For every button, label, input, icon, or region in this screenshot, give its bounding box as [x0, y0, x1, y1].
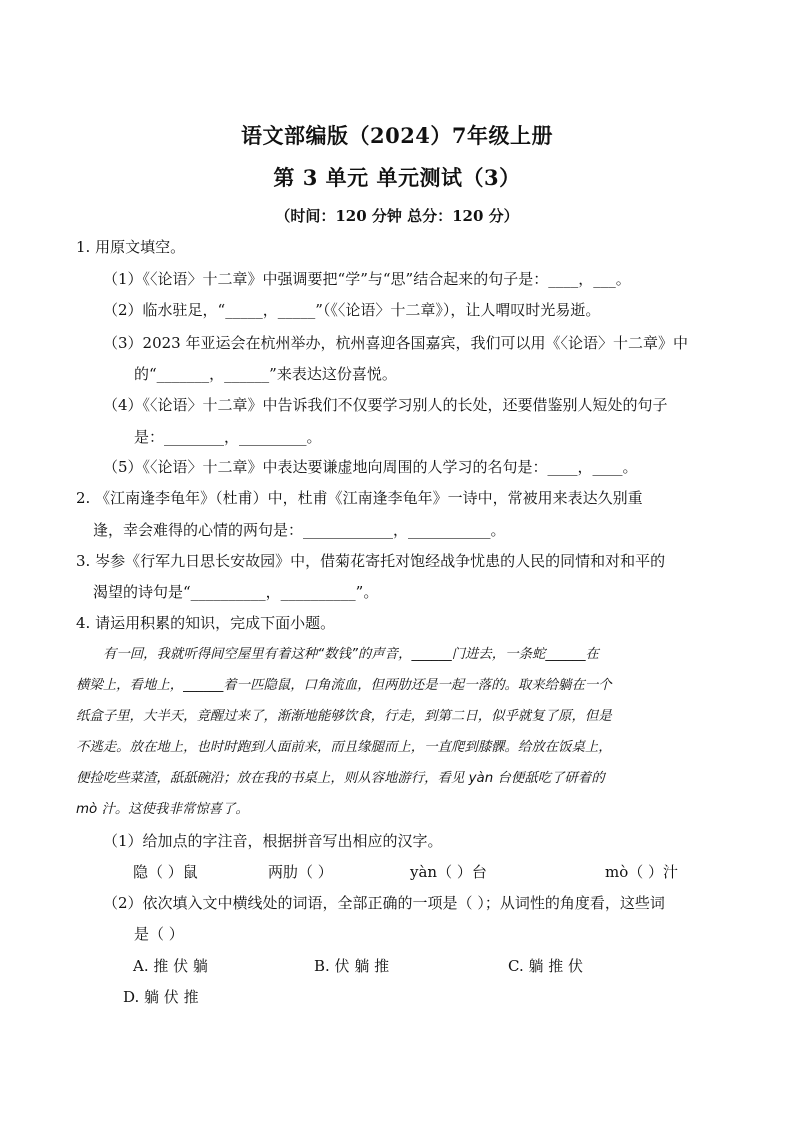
option-b: B. 伏 躺 推: [314, 957, 390, 975]
passage-line-5: 便捡吃些菜渣，舐舐碗沿；放在我的书桌上，则从容地游行，看见 yàn 台便舐吃了研着的: [76, 771, 605, 786]
exam-meta: （时间：120 分钟 总分：120 分）: [275, 207, 519, 225]
q1-item-5: （5）《〈论语〉十二章》中表达要谦虚地向周围的人学习的名句是：____，____。: [103, 458, 638, 476]
q1-item-1: （1）《〈论语〉十二章》中强调要把“学”与“思”结合起来的句子是：____，___。: [103, 270, 631, 288]
option-a: A. 推 伏 躺: [133, 957, 208, 975]
passage-line-1: 有一回，我就听得间空屋里有着这种“数钱”的声音，______门进去，一条蛇______在: [103, 647, 599, 662]
q4-sub1: （1）给加点的字注音，根据拼音写出相应的汉字。: [103, 832, 443, 850]
pinyin-item-1: 隐（ ）鼠: [133, 863, 198, 881]
pinyin-item-3: yàn（ ）台: [410, 863, 487, 881]
option-d: D. 躺 伏 推: [123, 988, 199, 1006]
unit-title: 第 3 单元 单元测试（3）: [273, 165, 521, 190]
q1-item-4: （4）《〈论语〉十二章》中告诉我们不仅要学习别人的长处，还要借鉴别人短处的句子: [103, 396, 668, 414]
q1-item-2: （2）临水驻足，“_____，_____”（《〈论语〉十二章》），让人喟叹时光易逝。: [103, 301, 601, 319]
passage-line-3: 纸盒子里，大半天，竟醒过来了，渐渐地能够饮食，行走，到第二日，似乎就复了原，但是: [76, 709, 612, 724]
q2-line-2: 逢，幸会难得的心情的两句是：____________，___________。: [93, 521, 506, 539]
q1-item-3-cont: 的“_______，______”来表达这份喜悦。: [134, 365, 397, 383]
passage-line-2: 横梁上，看地上，______着一匹隐鼠，口角流血，但两肋还是一起一落的。取来给躺在一个: [76, 678, 612, 693]
q3-line-2: 渴望的诗句是“__________，__________”。: [93, 583, 379, 601]
pinyin-item-4: mò（ ）汁: [605, 863, 679, 881]
q2-line-1: 2. 《江南逢李龟年》（杜甫）中，杜甫《江南逢李龟年》一诗中，常被用来表达久别重: [76, 489, 643, 507]
passage-line-6: mò 汁。这使我非常惊喜了。: [76, 802, 249, 817]
option-c: C. 躺 推 伏: [508, 957, 584, 975]
q4-sub2-line-2: 是（ ）: [134, 925, 184, 943]
passage-line-4: 不逃走。放在地上，也时时跑到人面前来，而且缘腿而上，一直爬到膝髁。给放在饭桌上，: [76, 740, 612, 755]
q1-item-3: （3）2023 年亚运会在杭州举办，杭州喜迎各国嘉宾，我们可以用《〈论语〉十二章》中: [103, 334, 688, 352]
q1-item-4-cont: 是：________，_________。: [134, 428, 322, 446]
exam-title: 语文部编版（2024）7年级上册: [240, 123, 554, 148]
q4-stem: 4. 请运用积累的知识，完成下面小题。: [76, 614, 336, 632]
q3-line-1: 3. 岑参《行军九日思长安故园》中，借菊花寄托对饱经战争忧患的人民的同情和对和平的: [76, 552, 666, 570]
q1-stem: 1. 用原文填空。: [76, 238, 186, 256]
q4-sub2-line-1: （2）依次填入文中横线处的词语，全部正确的一项是（ ）；从词性的角度看，这些词: [103, 894, 665, 912]
pinyin-item-2: 两肋（ ）: [268, 863, 333, 881]
